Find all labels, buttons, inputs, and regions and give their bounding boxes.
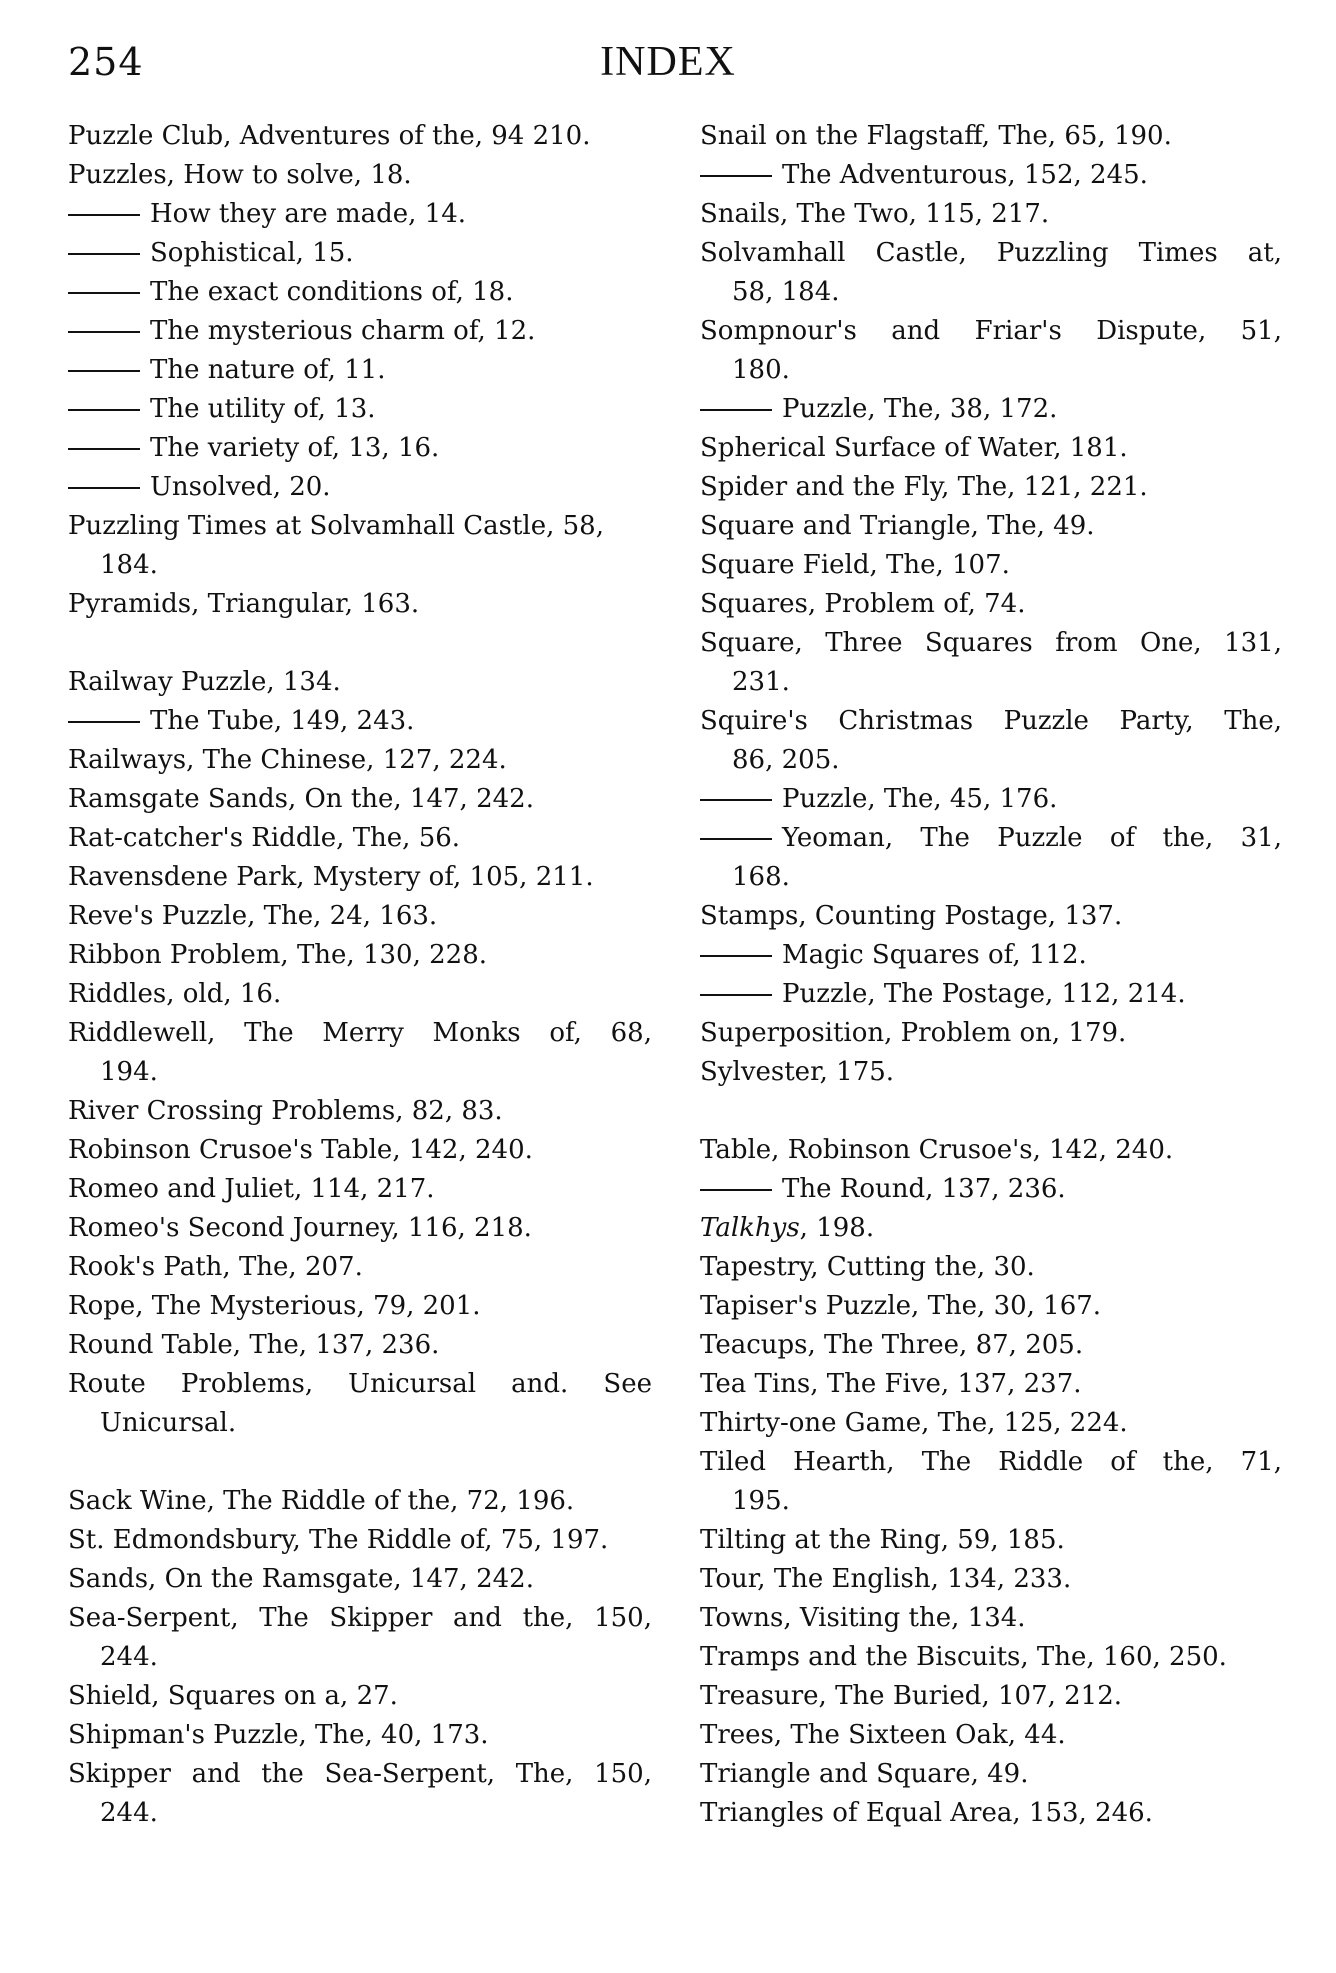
entry-text: 244. <box>100 1798 158 1828</box>
index-entry-continuation <box>68 546 652 585</box>
entry-text: Square and Triangle, The, 49. <box>700 511 1095 541</box>
index-entry <box>68 1560 652 1599</box>
entry-text: The mysterious charm of, 12. <box>150 316 536 346</box>
index-entry <box>68 585 652 624</box>
entry-text: Round Table, The, 137, 236. <box>68 1330 440 1360</box>
entry-text: Ravensdene Park, Mystery of, 105, 211. <box>68 862 594 892</box>
entry-text: 194. <box>100 1057 158 1087</box>
entry-text: Sack Wine, The Riddle of the, 72, 196. <box>68 1486 575 1516</box>
ditto-dash <box>700 1189 772 1191</box>
index-entry <box>700 1053 1282 1092</box>
index-entry <box>700 1131 1282 1170</box>
entry-text: Romeo and Juliet, 114, 217. <box>68 1174 435 1204</box>
entry-text: Triangle and Square, 49. <box>700 1759 1029 1789</box>
index-subentry <box>68 195 652 234</box>
index-entry <box>700 1677 1282 1716</box>
index-entry-continuation <box>700 351 1282 390</box>
entry-text: Thirty-one Game, The, 125, 224. <box>700 1408 1128 1438</box>
index-entry <box>68 1482 652 1521</box>
entry-text: St. Edmondsbury, The Riddle of, 75, 197. <box>68 1525 609 1555</box>
ditto-dash <box>700 799 772 801</box>
ditto-dash <box>700 994 772 996</box>
index-entry-continuation <box>700 273 1282 312</box>
index-entry <box>68 1131 652 1170</box>
entry-text: 195. <box>732 1486 790 1516</box>
entry-text: Unicursal. <box>100 1408 237 1438</box>
index-entry <box>700 702 1282 741</box>
index-entry <box>700 546 1282 585</box>
ditto-dash <box>700 409 772 411</box>
entry-text: 168. <box>732 862 790 892</box>
index-entry <box>700 1209 1282 1248</box>
index-subentry <box>68 312 652 351</box>
entry-text: Puzzle, The, 38, 172. <box>782 394 1058 424</box>
ditto-dash <box>68 448 140 450</box>
index-entry-continuation <box>700 858 1282 897</box>
index-entry <box>68 975 652 1014</box>
index-entry <box>68 1326 652 1365</box>
entry-text: Ribbon Problem, The, 130, 228. <box>68 940 487 970</box>
index-entry-continuation <box>68 1794 652 1833</box>
entry-text: Stamps, Counting Postage, 137. <box>700 901 1123 931</box>
index-entry-continuation <box>700 1482 1282 1521</box>
entry-text: Sylvester, 175. <box>700 1057 895 1087</box>
index-entry-continuation <box>68 1053 652 1092</box>
entry-text: Railway Puzzle, 134. <box>68 667 341 697</box>
index-entry-continuation <box>700 741 1282 780</box>
index-entry <box>68 1092 652 1131</box>
entry-text: The nature of, 11. <box>150 355 386 385</box>
ditto-dash <box>68 370 140 372</box>
index-subentry <box>700 780 1282 819</box>
index-subentry <box>700 936 1282 975</box>
entry-text: Tramps and the Biscuits, The, 160, 250. <box>700 1642 1227 1672</box>
entry-text: Puzzle, The Postage, 112, 214. <box>782 979 1186 1009</box>
entry-text: Magic Squares of, 112. <box>782 940 1087 970</box>
entry-text: Shield, Squares on a, 27. <box>68 1681 398 1711</box>
ditto-dash <box>68 721 140 723</box>
index-entry <box>68 741 652 780</box>
index-entry <box>68 507 652 546</box>
index-entry <box>68 1677 652 1716</box>
entry-text: Unsolved, 20. <box>150 472 331 502</box>
entry-text: Snail on the Flagstaff, The, 65, 190. <box>700 121 1172 151</box>
entry-text: Tiled Hearth, The Riddle of the, 71, <box>700 1447 1282 1477</box>
index-subentry <box>68 390 652 429</box>
ditto-dash <box>68 214 140 216</box>
ditto-dash <box>68 331 140 333</box>
entry-text: Tea Tins, The Five, 137, 237. <box>700 1369 1082 1399</box>
entry-text: Square, Three Squares from One, 131, <box>700 628 1282 658</box>
entry-text: Pyramids, Triangular, 163. <box>68 589 420 619</box>
index-entry-continuation <box>68 1404 652 1443</box>
index-subentry <box>700 1170 1282 1209</box>
index-entry <box>700 1287 1282 1326</box>
entry-text: Squire's Christmas Puzzle Party, The, <box>700 706 1282 736</box>
entry-text: Tilting at the Ring, 59, 185. <box>700 1525 1065 1555</box>
index-subentry <box>68 273 652 312</box>
page-title: INDEX <box>600 39 736 85</box>
blank-line <box>68 1443 652 1482</box>
index-entry <box>700 1404 1282 1443</box>
index-entry <box>68 1170 652 1209</box>
ditto-dash <box>700 955 772 957</box>
entry-text: Riddlewell, The Merry Monks of, 68, <box>68 1018 652 1048</box>
index-column-right <box>700 117 1282 1833</box>
entry-text: Reve's Puzzle, The, 24, 163. <box>68 901 438 931</box>
index-entry <box>700 585 1282 624</box>
entry-text: Skipper and the Sea-Serpent, The, 150, <box>68 1759 652 1789</box>
ditto-dash <box>68 409 140 411</box>
index-entry <box>700 897 1282 936</box>
entry-text: Spherical Surface of Water, 181. <box>700 433 1128 463</box>
index-entry <box>700 1755 1282 1794</box>
index-entry <box>700 624 1282 663</box>
entry-text: The Tube, 149, 243. <box>150 706 415 736</box>
index-entry <box>68 1287 652 1326</box>
index-subentry <box>68 468 652 507</box>
entry-text: The exact conditions of, 18. <box>150 277 514 307</box>
index-entry <box>700 1638 1282 1677</box>
index-entry <box>68 936 652 975</box>
entry-text: Solvamhall Castle, Puzzling Times at, <box>700 238 1282 268</box>
entry-text: The variety of, 13, 16. <box>150 433 440 463</box>
index-entry <box>700 312 1282 351</box>
entry-text: Rook's Path, The, 207. <box>68 1252 363 1282</box>
index-entry-continuation <box>700 663 1282 702</box>
entry-text: 86, 205. <box>732 745 840 775</box>
entry-text: River Crossing Problems, 82, 83. <box>68 1096 503 1126</box>
index-entry <box>68 780 652 819</box>
index-entry <box>700 1365 1282 1404</box>
page-number: 254 <box>68 40 144 84</box>
index-entry <box>68 1209 652 1248</box>
index-entry <box>700 1599 1282 1638</box>
entry-text: Puzzle, The, 45, 176. <box>782 784 1058 814</box>
index-entry <box>68 1014 652 1053</box>
index-entry <box>68 1755 652 1794</box>
entry-text: The Round, 137, 236. <box>782 1174 1066 1204</box>
entry-text: Squares, Problem of, 74. <box>700 589 1026 619</box>
entry-text: Table, Robinson Crusoe's, 142, 240. <box>700 1135 1174 1165</box>
index-entry <box>68 858 652 897</box>
entry-text: 184. <box>100 550 158 580</box>
entry-text: Sea-Serpent, The Skipper and the, 150, <box>68 1603 652 1633</box>
index-entry <box>68 1365 652 1404</box>
index-entry <box>68 1248 652 1287</box>
index-subentry <box>68 234 652 273</box>
entry-text: Railways, The Chinese, 127, 224. <box>68 745 507 775</box>
index-entry <box>700 117 1282 156</box>
index-entry <box>700 507 1282 546</box>
entry-text: 180. <box>732 355 790 385</box>
index-entry <box>700 468 1282 507</box>
entry-text: Spider and the Fly, The, 121, 221. <box>700 472 1148 502</box>
entry-text: Square Field, The, 107. <box>700 550 1010 580</box>
entry-text: Yeoman, The Puzzle of the, 31, <box>782 823 1282 853</box>
index-subentry <box>700 975 1282 1014</box>
entry-text: 231. <box>732 667 790 697</box>
entry-text: Teacups, The Three, 87, 205. <box>700 1330 1084 1360</box>
index-entry <box>700 195 1282 234</box>
entry-text: Trees, The Sixteen Oak, 44. <box>700 1720 1066 1750</box>
entry-text: The utility of, 13. <box>150 394 376 424</box>
ditto-dash <box>68 253 140 255</box>
index-entry <box>68 156 652 195</box>
entry-text: 244. <box>100 1642 158 1672</box>
index-entry <box>700 1248 1282 1287</box>
index-entry <box>700 1443 1282 1482</box>
index-entry <box>68 1716 652 1755</box>
entry-text: Puzzles, How to solve, 18. <box>68 160 412 190</box>
blank-line <box>68 624 652 663</box>
blank-line <box>700 1092 1282 1131</box>
index-entry <box>68 1521 652 1560</box>
index-entry <box>700 1560 1282 1599</box>
entry-text: Robinson Crusoe's Table, 142, 240. <box>68 1135 533 1165</box>
index-entry <box>68 663 652 702</box>
index-entry <box>68 819 652 858</box>
index-column-left <box>68 117 652 1833</box>
entry-text: Shipman's Puzzle, The, 40, 173. <box>68 1720 489 1750</box>
index-entry <box>700 1326 1282 1365</box>
ditto-dash <box>700 175 772 177</box>
entry-text: The Adventurous, 152, 245. <box>782 160 1148 190</box>
entry-text: Romeo's Second Journey, 116, 218. <box>68 1213 532 1243</box>
entry-text: Sompnour's and Friar's Dispute, 51, <box>700 316 1282 346</box>
index-entry <box>700 1014 1282 1053</box>
index-subentry <box>68 351 652 390</box>
index-subentry <box>700 156 1282 195</box>
entry-text: Tour, The English, 134, 233. <box>700 1564 1072 1594</box>
index-entry <box>68 1599 652 1638</box>
entry-text: Superposition, Problem on, 179. <box>700 1018 1127 1048</box>
entry-text: Ramsgate Sands, On the, 147, 242. <box>68 784 534 814</box>
index-subentry <box>68 702 652 741</box>
entry-text: Route Problems, Unicursal and. See <box>68 1369 652 1399</box>
ditto-dash <box>68 487 140 489</box>
entry-text: Snails, The Two, 115, 217. <box>700 199 1050 229</box>
index-subentry <box>700 819 1282 858</box>
index-subentry <box>68 429 652 468</box>
index-entry <box>700 234 1282 273</box>
index-entry <box>700 429 1282 468</box>
index-entry <box>700 1521 1282 1560</box>
entry-text: Puzzle Club, Adventures of the, 94 210. <box>68 121 591 151</box>
entry-text: , 198. <box>799 1213 875 1243</box>
entry-text: Tapiser's Puzzle, The, 30, 167. <box>700 1291 1102 1321</box>
entry-text: Tapestry, Cutting the, 30. <box>700 1252 1035 1282</box>
entry-text: Towns, Visiting the, 134. <box>700 1603 1026 1633</box>
entry-text: Triangles of Equal Area, 153, 246. <box>700 1798 1153 1828</box>
index-entry <box>68 897 652 936</box>
entry-text: Treasure, The Buried, 107, 212. <box>700 1681 1123 1711</box>
index-subentry <box>700 390 1282 429</box>
index-entry <box>700 1716 1282 1755</box>
entry-text: Riddles, old, 16. <box>68 979 282 1009</box>
entry-text: Rat-catcher's Riddle, The, 56. <box>68 823 461 853</box>
entry-text: Puzzling Times at Solvamhall Castle, 58, <box>68 511 604 541</box>
entry-text: Rope, The Mysterious, 79, 201. <box>68 1291 481 1321</box>
ditto-dash <box>68 292 140 294</box>
entry-text: Sophistical, 15. <box>150 238 354 268</box>
entry-text: Sands, On the Ramsgate, 147, 242. <box>68 1564 534 1594</box>
ditto-dash <box>700 838 772 840</box>
index-entry <box>700 1794 1282 1833</box>
entry-text: How they are made, 14. <box>150 199 467 229</box>
index-entry-continuation <box>68 1638 652 1677</box>
entry-text: 58, 184. <box>732 277 840 307</box>
index-entry <box>68 117 652 156</box>
entry-italic-text: Talkhys <box>700 1213 800 1243</box>
